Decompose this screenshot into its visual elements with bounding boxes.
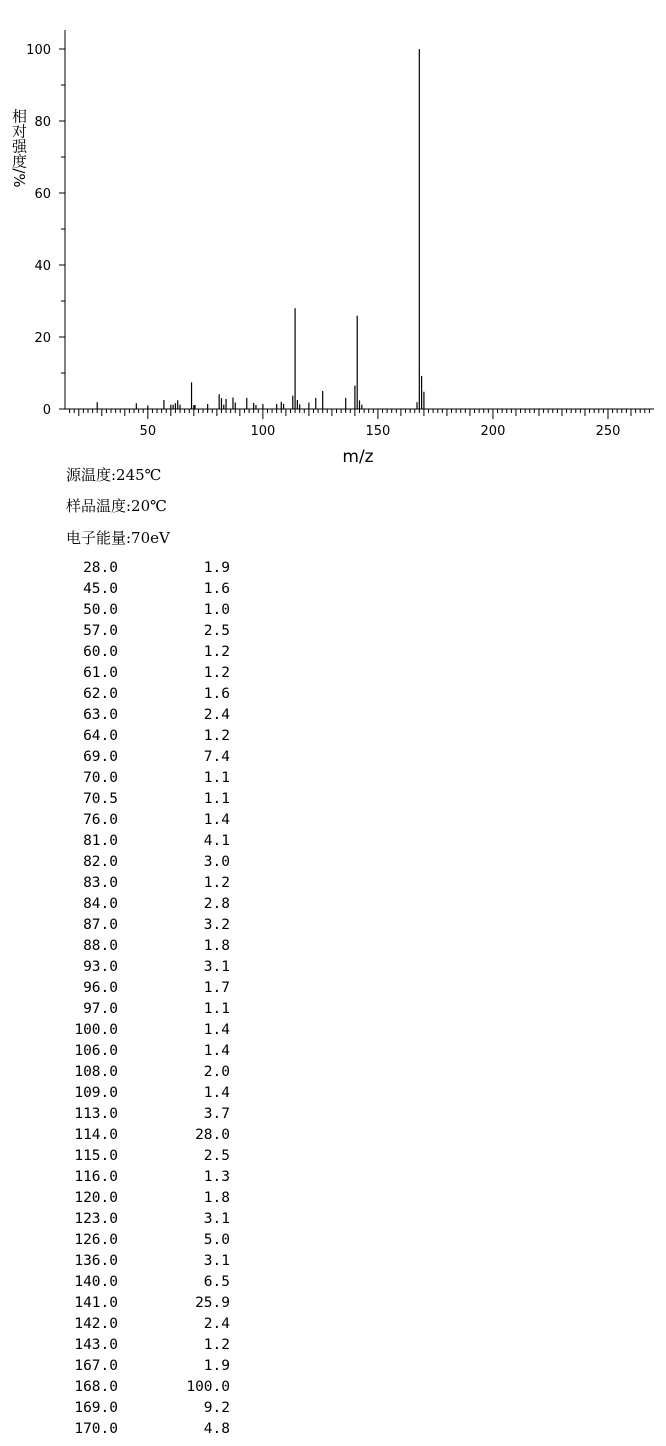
peak-abundance: 1.4 bbox=[203, 1022, 230, 1038]
peak-row bbox=[62, 957, 262, 978]
peak-abundance: 3.2 bbox=[203, 917, 230, 933]
peak-mz: 168.0 bbox=[74, 1379, 118, 1395]
peak-mz: 76.0 bbox=[83, 812, 118, 828]
peak-abundance: 2.8 bbox=[203, 896, 230, 912]
peak-mz: 57.0 bbox=[83, 623, 118, 639]
peak-abundance: 1.6 bbox=[203, 686, 230, 702]
peak-mz: 100.0 bbox=[74, 1022, 118, 1038]
peak-row bbox=[62, 1167, 262, 1188]
peak-mz: 167.0 bbox=[74, 1358, 118, 1374]
peak-row bbox=[62, 768, 262, 789]
peak-mz: 114.0 bbox=[74, 1127, 118, 1143]
peak-mz: 45.0 bbox=[83, 581, 118, 597]
peak-abundance: 1.1 bbox=[203, 770, 230, 786]
peak-mz: 61.0 bbox=[83, 665, 118, 681]
peak-row bbox=[62, 1188, 262, 1209]
peak-mz: 136.0 bbox=[74, 1253, 118, 1269]
peak-abundance: 4.1 bbox=[203, 833, 230, 849]
peak-mz: 115.0 bbox=[74, 1148, 118, 1164]
y-tick-label: 60 bbox=[34, 187, 51, 202]
peak-row bbox=[62, 1083, 262, 1104]
peak-mz: 62.0 bbox=[83, 686, 118, 702]
peak-mz: 142.0 bbox=[74, 1316, 118, 1332]
peak-row bbox=[62, 789, 262, 810]
peak-abundance: 3.7 bbox=[203, 1106, 230, 1122]
peak-mz: 64.0 bbox=[83, 728, 118, 744]
peak-abundance: 3.0 bbox=[203, 854, 230, 870]
x-tick-label: 200 bbox=[480, 424, 506, 439]
peak-mz: 82.0 bbox=[83, 854, 118, 870]
peak-abundance: 5.0 bbox=[203, 1232, 230, 1248]
peak-mz: 87.0 bbox=[83, 917, 118, 933]
peak-row bbox=[62, 1125, 262, 1146]
peak-mz: 88.0 bbox=[83, 938, 118, 954]
peak-row bbox=[62, 873, 262, 894]
peak-row bbox=[62, 915, 262, 936]
y-tick-label: 20 bbox=[34, 331, 51, 346]
peak-row bbox=[62, 663, 262, 684]
peak-abundance: 1.8 bbox=[203, 938, 230, 954]
peak-abundance: 1.2 bbox=[203, 644, 230, 660]
sample-temperature: 样品温度:20℃ bbox=[66, 497, 167, 515]
peak-row bbox=[62, 1209, 262, 1230]
peak-abundance: 25.9 bbox=[195, 1295, 230, 1311]
peak-row bbox=[62, 810, 262, 831]
peak-abundance: 1.1 bbox=[203, 791, 230, 807]
peak-mz: 123.0 bbox=[74, 1211, 118, 1227]
peak-row bbox=[62, 1041, 262, 1062]
peak-table bbox=[62, 558, 262, 1440]
peak-abundance: 9.2 bbox=[203, 1400, 230, 1416]
x-tick-label: 150 bbox=[365, 424, 391, 439]
peak-abundance: 1.9 bbox=[203, 1358, 230, 1374]
x-tick-label: 250 bbox=[595, 424, 621, 439]
peak-row bbox=[62, 999, 262, 1020]
peak-mz: 93.0 bbox=[83, 959, 118, 975]
peak-abundance: 3.1 bbox=[203, 1253, 230, 1269]
peak-mz: 96.0 bbox=[83, 980, 118, 996]
peak-row bbox=[62, 1293, 262, 1314]
peak-mz: 28.0 bbox=[83, 560, 118, 576]
peak-abundance: 1.2 bbox=[203, 875, 230, 891]
peak-row bbox=[62, 1356, 262, 1377]
peak-row bbox=[62, 831, 262, 852]
peak-abundance: 1.2 bbox=[203, 665, 230, 681]
peak-row bbox=[62, 894, 262, 915]
peak-mz: 70.0 bbox=[83, 770, 118, 786]
peak-row bbox=[62, 1062, 262, 1083]
peak-mz: 84.0 bbox=[83, 896, 118, 912]
peak-abundance: 6.5 bbox=[203, 1274, 230, 1290]
peak-abundance: 1.4 bbox=[203, 812, 230, 828]
peak-mz: 50.0 bbox=[83, 602, 118, 618]
peak-row bbox=[62, 1272, 262, 1293]
y-tick-label: 80 bbox=[34, 115, 51, 130]
peak-row bbox=[62, 558, 262, 579]
peak-abundance: 28.0 bbox=[195, 1127, 230, 1143]
x-axis-label: m/z bbox=[342, 447, 374, 467]
chart-axes bbox=[59, 30, 654, 419]
peak-abundance: 1.6 bbox=[203, 581, 230, 597]
peak-mz: 113.0 bbox=[74, 1106, 118, 1122]
peak-mz: 108.0 bbox=[74, 1064, 118, 1080]
peak-mz: 70.5 bbox=[83, 791, 118, 807]
peak-mz: 170.0 bbox=[74, 1421, 118, 1437]
peak-abundance: 3.1 bbox=[203, 959, 230, 975]
peak-abundance: 1.8 bbox=[203, 1190, 230, 1206]
peak-abundance: 1.3 bbox=[203, 1169, 230, 1185]
peak-abundance: 2.5 bbox=[203, 1148, 230, 1164]
peak-row bbox=[62, 579, 262, 600]
peak-mz: 97.0 bbox=[83, 1001, 118, 1017]
electron-energy: 电子能量:70eV bbox=[66, 529, 170, 547]
peak-mz: 109.0 bbox=[74, 1085, 118, 1101]
peak-abundance: 2.5 bbox=[203, 623, 230, 639]
peak-abundance: 1.2 bbox=[203, 728, 230, 744]
peak-mz: 141.0 bbox=[74, 1295, 118, 1311]
peak-abundance: 4.8 bbox=[203, 1421, 230, 1437]
peak-mz: 116.0 bbox=[74, 1169, 118, 1185]
peak-abundance: 1.9 bbox=[203, 560, 230, 576]
peak-mz: 60.0 bbox=[83, 644, 118, 660]
peak-abundance: 1.0 bbox=[203, 602, 230, 618]
peak-mz: 69.0 bbox=[83, 749, 118, 765]
peak-row bbox=[62, 1230, 262, 1251]
peak-row bbox=[62, 1314, 262, 1335]
peak-mz: 126.0 bbox=[74, 1232, 118, 1248]
peak-row bbox=[62, 1104, 262, 1125]
x-tick-label: 50 bbox=[139, 424, 157, 439]
peak-abundance: 3.1 bbox=[203, 1211, 230, 1227]
peak-row bbox=[62, 978, 262, 999]
peak-row bbox=[62, 1335, 262, 1356]
peak-row bbox=[62, 705, 262, 726]
peak-abundance: 1.4 bbox=[203, 1085, 230, 1101]
peak-row bbox=[62, 747, 262, 768]
peak-abundance: 1.2 bbox=[203, 1337, 230, 1353]
peak-row bbox=[62, 726, 262, 747]
peak-row bbox=[62, 600, 262, 621]
peak-row bbox=[62, 621, 262, 642]
peak-row bbox=[62, 1398, 262, 1419]
peak-row bbox=[62, 1377, 262, 1398]
peak-row bbox=[62, 1419, 262, 1440]
peak-row bbox=[62, 1020, 262, 1041]
peak-mz: 106.0 bbox=[74, 1043, 118, 1059]
peak-row bbox=[62, 852, 262, 873]
peak-abundance: 1.4 bbox=[203, 1043, 230, 1059]
peak-row bbox=[62, 642, 262, 663]
peak-abundance: 2.4 bbox=[203, 707, 230, 723]
peak-abundance: 7.4 bbox=[203, 749, 230, 765]
peak-abundance: 2.0 bbox=[203, 1064, 230, 1080]
y-tick-label: 100 bbox=[26, 43, 51, 58]
peak-mz: 120.0 bbox=[74, 1190, 118, 1206]
peak-bars bbox=[97, 49, 424, 409]
y-axis-label: 相对强度/% bbox=[10, 108, 28, 188]
peak-abundance: 1.7 bbox=[203, 980, 230, 996]
peak-mz: 63.0 bbox=[83, 707, 118, 723]
y-tick-label: 0 bbox=[42, 403, 51, 418]
mass-spectrum-chart bbox=[0, 0, 666, 470]
peak-row bbox=[62, 936, 262, 957]
peak-row bbox=[62, 684, 262, 705]
peak-mz: 143.0 bbox=[74, 1337, 118, 1353]
source-temperature: 源温度:245℃ bbox=[66, 466, 162, 484]
x-tick-label: 100 bbox=[250, 424, 276, 439]
peak-abundance: 100.0 bbox=[186, 1379, 230, 1395]
y-tick-label: 40 bbox=[34, 259, 51, 274]
peak-mz: 169.0 bbox=[74, 1400, 118, 1416]
peak-mz: 83.0 bbox=[83, 875, 118, 891]
peak-mz: 81.0 bbox=[83, 833, 118, 849]
peak-abundance: 1.1 bbox=[203, 1001, 230, 1017]
peak-abundance: 2.4 bbox=[203, 1316, 230, 1332]
peak-row bbox=[62, 1251, 262, 1272]
peak-row bbox=[62, 1146, 262, 1167]
peak-mz: 140.0 bbox=[74, 1274, 118, 1290]
